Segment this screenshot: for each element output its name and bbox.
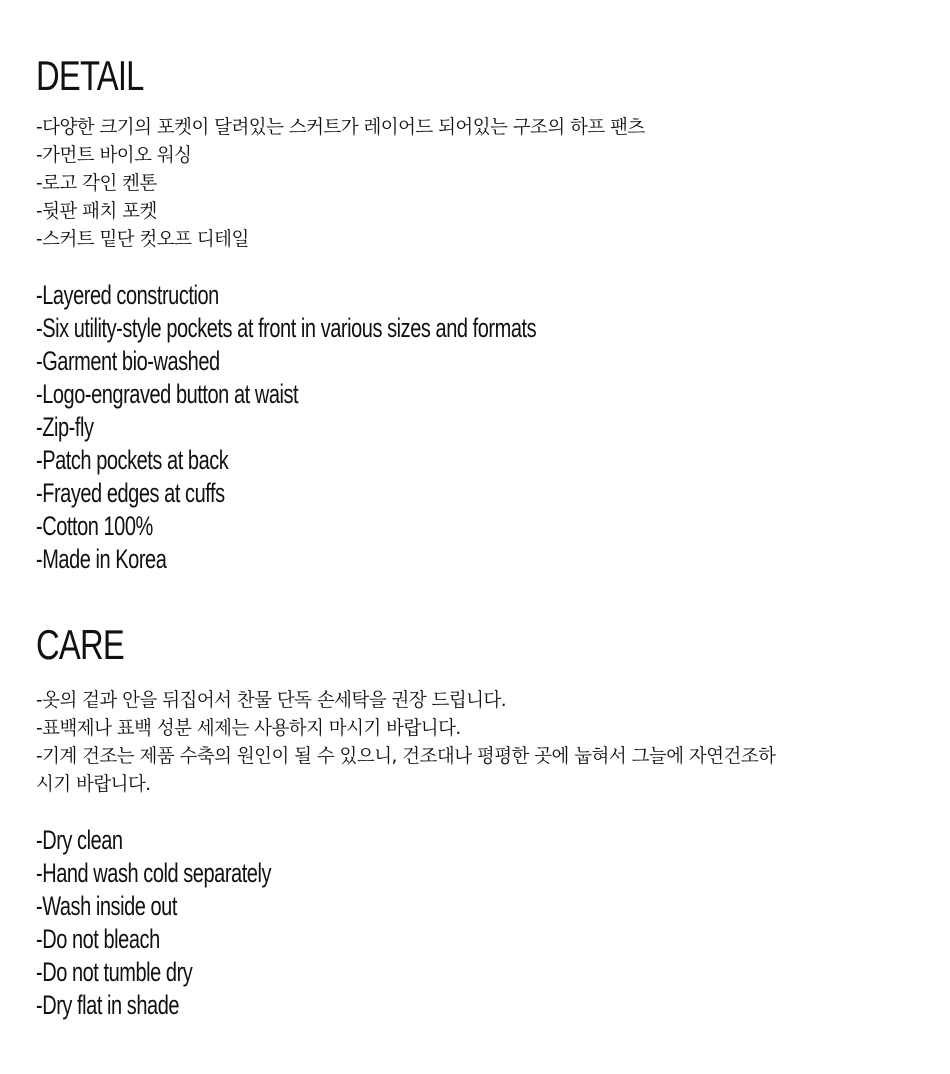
- care-english-list: [36, 824, 702, 1022]
- detail-heading: DETAIL: [36, 52, 144, 99]
- care-heading: CARE: [36, 621, 124, 668]
- detail-english-item: -Six utility-style pockets at front in various sizes and formats: [36, 313, 537, 343]
- detail-english-item: -Zip-fly: [36, 412, 94, 442]
- detail-english-item: -Garment bio-washed: [36, 346, 220, 376]
- care-english-item: -Dry flat in shade: [36, 990, 180, 1020]
- detail-korean-list: [36, 113, 645, 253]
- detail-english-list: [36, 279, 702, 576]
- detail-english-item: -Cotton 100%: [36, 511, 153, 541]
- care-english-item: -Hand wash cold separately: [36, 858, 272, 888]
- detail-korean-item: -로고 각인 켄톤: [36, 172, 157, 194]
- care-english-item: -Do not bleach: [36, 924, 160, 954]
- detail-english-item: -Patch pockets at back: [36, 445, 229, 475]
- detail-english-item: -Frayed edges at cuffs: [36, 478, 225, 508]
- care-korean-item: -기계 건조는 제품 수축의 원인이 될 수 있으니, 건조대나 평평한 곳에 눕혀서 그늘에 자연건조하시기 바랍니다.: [36, 745, 776, 795]
- detail-korean-item: -스커트 밑단 컷오프 디테일: [36, 228, 249, 250]
- detail-korean-item: -다양한 크기의 포켓이 달려있는 스커트가 레이어드 되어있는 구조의 하프 팬츠: [36, 116, 645, 138]
- detail-english-item: -Logo-engraved button at waist: [36, 379, 299, 409]
- detail-korean-item: -뒷판 패치 포켓: [36, 200, 157, 222]
- detail-korean-item: -가먼트 바이오 워싱: [36, 144, 192, 166]
- care-english-item: -Dry clean: [36, 825, 123, 855]
- care-english-item: -Do not tumble dry: [36, 957, 193, 987]
- detail-english-item: -Layered construction: [36, 280, 219, 310]
- care-korean-item: -옷의 겉과 안을 뒤집어서 찬물 단독 손세탁을 권장 드립니다.: [36, 689, 507, 711]
- care-korean-list: [36, 686, 793, 798]
- detail-english-item: -Made in Korea: [36, 544, 167, 574]
- care-korean-item: -표백제나 표백 성분 세제는 사용하지 마시기 바랍니다.: [36, 717, 461, 739]
- care-english-item: -Wash inside out: [36, 891, 177, 921]
